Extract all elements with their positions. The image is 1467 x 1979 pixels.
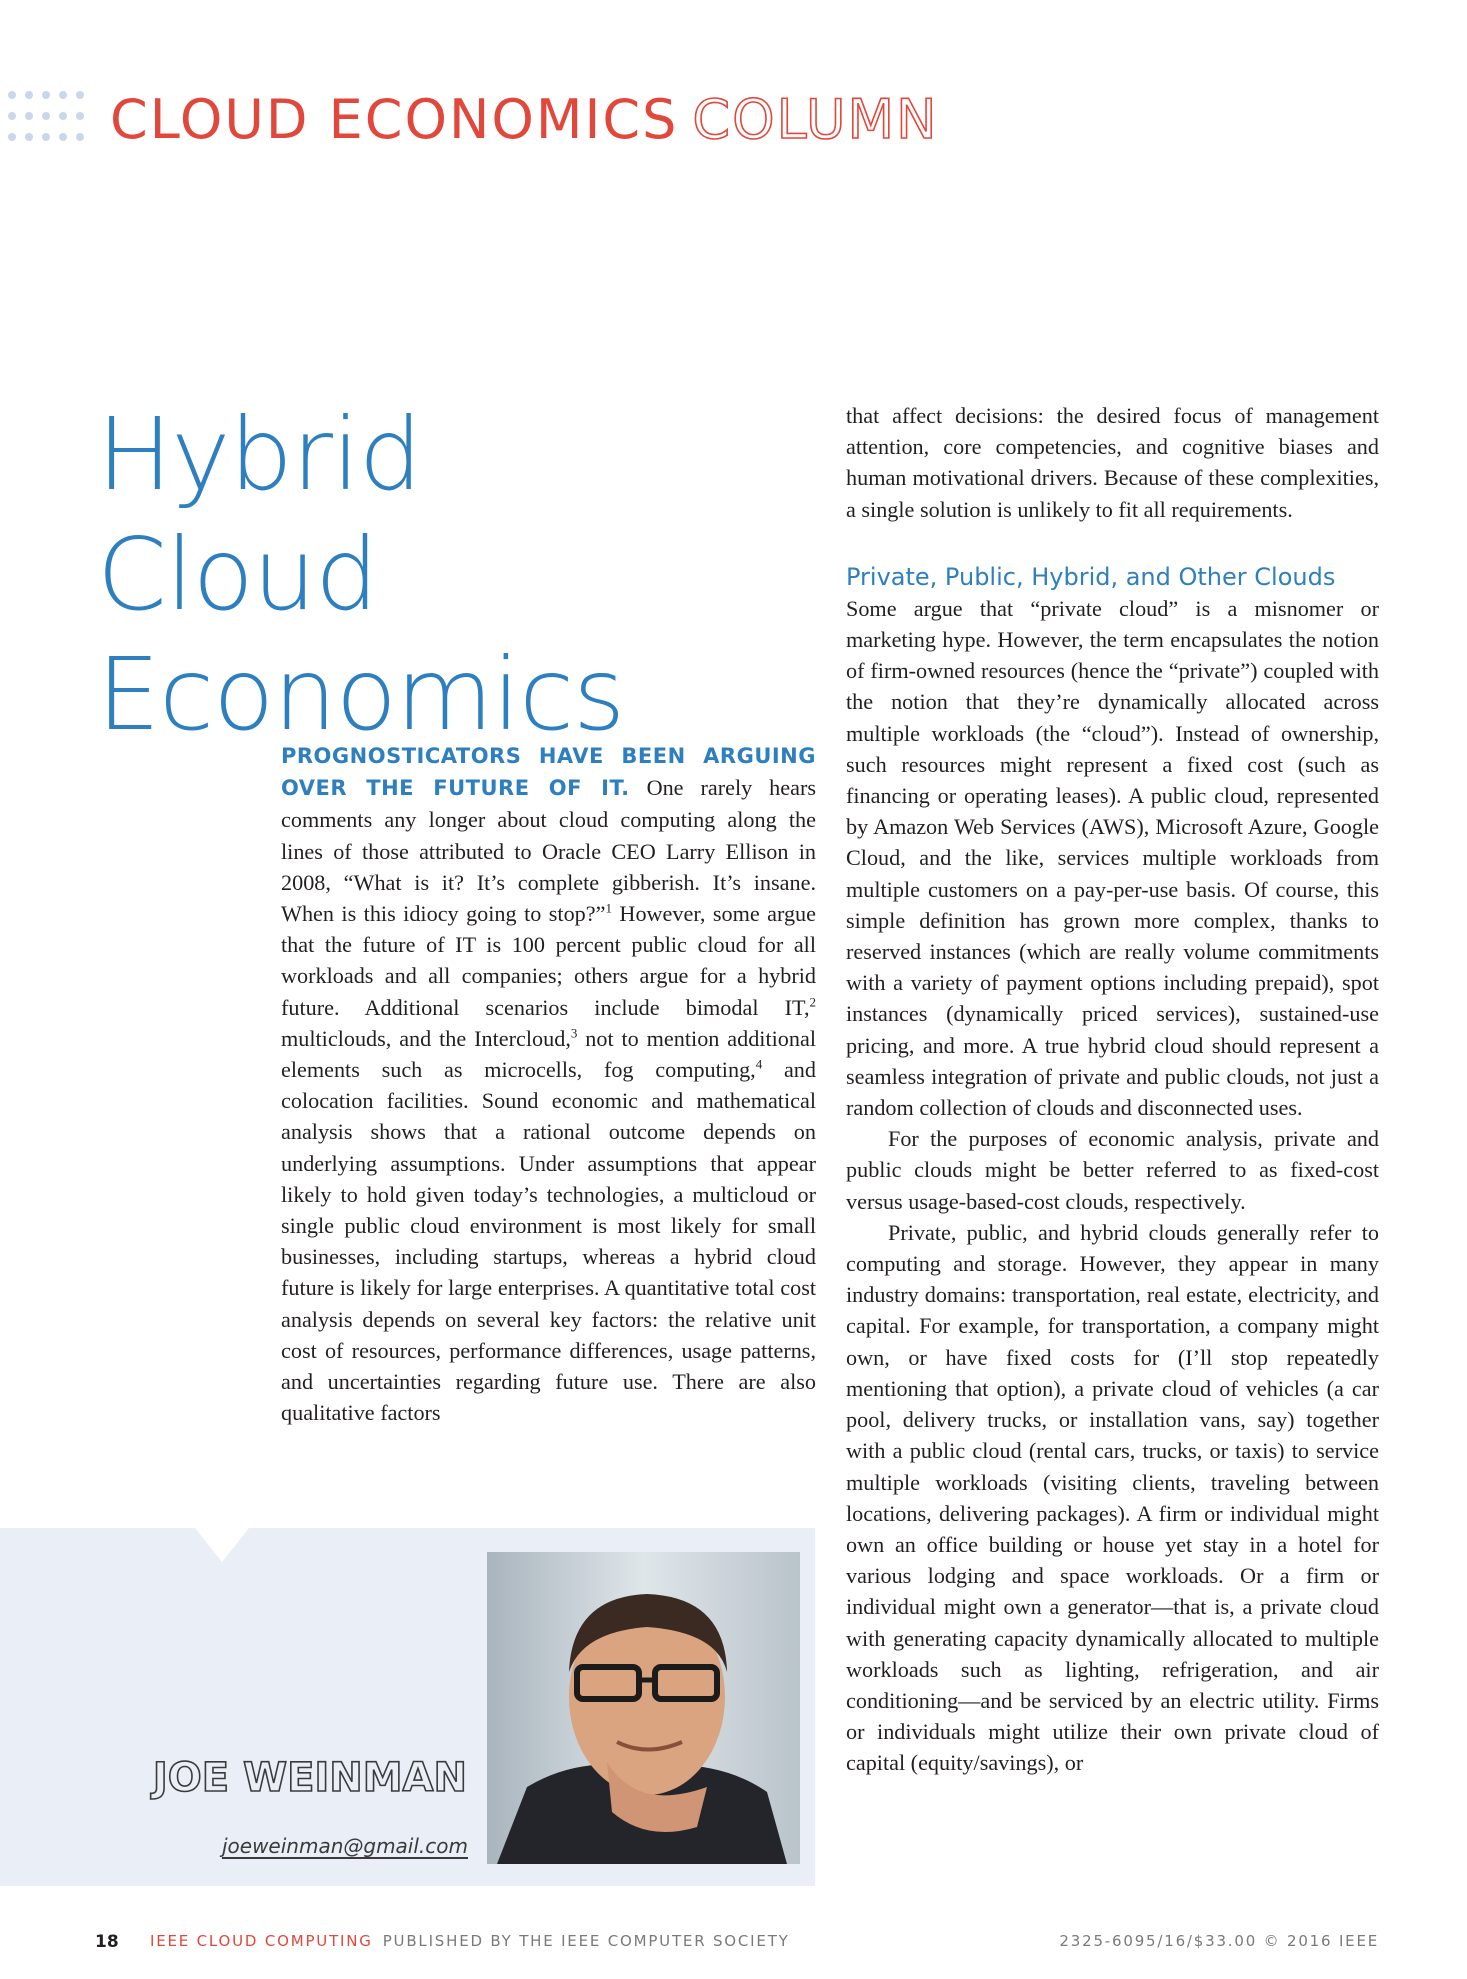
intro-text-b: However, some argue that the future of IT is 100 percent public cloud for all workloads and all companies; others argue for a hybrid future. Additional scenarios include bimodal IT, bbox=[281, 901, 816, 1020]
ref-3[interactable]: 3 bbox=[570, 1025, 578, 1041]
journal-name: IEEE CLOUD COMPUTING bbox=[150, 1932, 373, 1950]
article-title bbox=[97, 395, 717, 755]
publisher-line: PUBLISHED BY THE IEEE COMPUTER SOCIETY bbox=[382, 1932, 790, 1950]
page-number: 18 bbox=[95, 1932, 119, 1952]
intro-paragraph bbox=[281, 740, 816, 1428]
ref-2[interactable]: 2 bbox=[809, 994, 816, 1010]
left-column bbox=[281, 740, 816, 1428]
author-photo bbox=[487, 1552, 800, 1864]
author-email-link[interactable]: joeweinman@gmail.com bbox=[221, 1834, 468, 1858]
lead-in: PROGNOSTICATORS HAVE BEEN ARGUING OVER THE FUTURE OF IT. bbox=[281, 744, 816, 801]
intro-text-a: One rarely hears comments any longer about cloud computing along the lines of those attributed to Oracle CEO Larry Ellison in 2008, “What is it? It’s complete gibberish. It’s insane. When is this idiocy going to stop?” bbox=[281, 775, 816, 927]
column-header-solid: CLOUD ECONOMICS bbox=[110, 88, 679, 151]
ref-4[interactable]: 4 bbox=[755, 1056, 763, 1072]
section-paragraph-2: For the purposes of economic analysis, private and public clouds might be better referred to as fixed-cost versus usage-based-cost clouds, respectively. bbox=[846, 1126, 1379, 1214]
ref-1[interactable]: 1 bbox=[605, 900, 612, 916]
title-line-2: Economics bbox=[97, 636, 625, 753]
intro-text-c: multiclouds, and the Intercloud, bbox=[281, 1025, 571, 1051]
right-column bbox=[846, 400, 1379, 1779]
copyright-line: 2325-6095/16/$33.00 © 2016 IEEE bbox=[1059, 1932, 1379, 1950]
author-portrait-icon bbox=[487, 1552, 800, 1864]
section-paragraph-1: Some argue that “private cloud” is a misnomer or marketing hype. However, the term encapsulates the notion of firm-owned resources (hence the “private”) coupled with the notion that they’re dynamically allocated across multiple workloads (the “cloud”). Instead of ownership, such resources might represent a fixed cost (such as financing or operating leases). A public cloud, represented by Amazon Web Services (AWS), Microsoft Azure, Google Cloud, and the like, services multiple workloads from multiple customers on a pay-per-use basis. Of course, this simple definition has grown more complex, thanks to reserved instances (which are really volume commitments with a variety of payment options including prepaid), spot instances (dynamically priced services), sustained-use pricing, and more. A true hybrid cloud should represent a seamless integration of private and public clouds, not just a random collection of clouds and disconnected uses. bbox=[846, 595, 1379, 1121]
author-panel-notch bbox=[195, 1528, 249, 1562]
author-name: JOE WEINMAN bbox=[152, 1755, 467, 1801]
intro-text-e: and colocation facilities. Sound economic and mathematical analysis shows that a rational outcome depends on underlying assumptions. Under assumptions that appear likely to hold given today’s technologies, a multicloud or single public cloud environment is most likely for small businesses, including startups, whereas a hybrid cloud future is likely for large enterprises. A quantitative total cost analysis depends on several key factors: the relative unit cost of resources, performance differences, usage patterns, and uncertainties regarding future use. There are also qualitative factors bbox=[281, 1057, 816, 1426]
section-heading: Private, Public, Hybrid, and Other Clouds bbox=[846, 562, 1336, 591]
title-line-1: Hybrid Cloud bbox=[97, 396, 422, 633]
decorative-dot-grid-icon bbox=[7, 90, 87, 146]
footer-journal bbox=[150, 1932, 790, 1956]
column-header bbox=[110, 90, 939, 150]
intro-text-d: not to mention additional elements such as microcells, fog computing, bbox=[281, 1025, 817, 1083]
continued-paragraph: that affect decisions: the desired focus of management attention, core competencies, and cognitive biases and human motivational drivers. Because of these complexities, a single solution is unlikely to fit all requirements. bbox=[846, 403, 1379, 522]
section-paragraph-3: Private, public, and hybrid clouds generally refer to computing and storage. However, they appear in many industry domains: transportation, real estate, electricity, and capital. For example, for transportation, a company might own, or have fixed costs for (I’ll stop repeatedly mentioning that option), a private cloud of vehicles (a car pool, delivery trucks, or installation vans, say) together with a public cloud (rental cars, trucks, or taxis) to service multiple workloads (visiting clients, traveling between locations, delivering packages). A firm or individual might own an office building or house yet stay in a hotel for various lodging and space workloads. Or a firm or individual might own a generator—that is, a private cloud with generating capacity dynamically allocated to multiple workloads such as lighting, refrigeration, and air conditioning—and be serviced by an electric utility. Firms or individuals might utilize their own private cloud of capital (equity/savings), or bbox=[846, 1219, 1379, 1776]
column-header-outline: COLUMN bbox=[692, 88, 939, 151]
